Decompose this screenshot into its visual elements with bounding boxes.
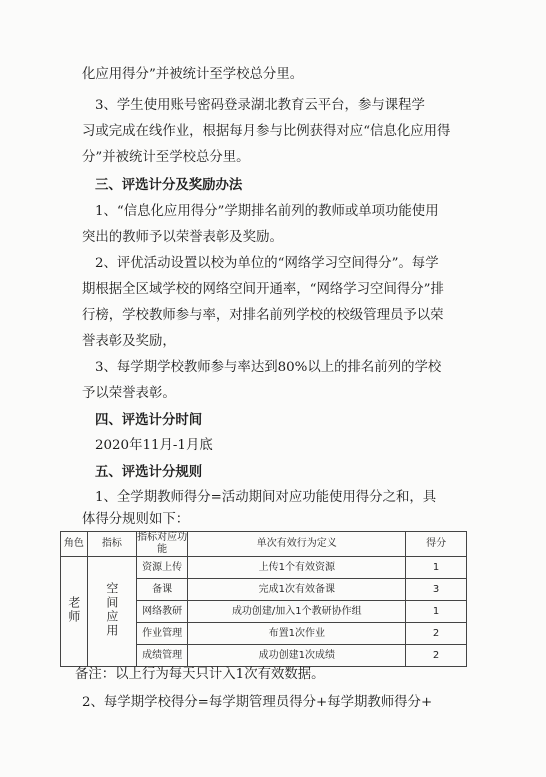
indicator-label: 空间应用 [104,581,119,638]
header-function: 指标对应功能 [137,532,188,555]
paragraph-line: 1、全学期教师得分=活动期间对应功能使用得分之和，具 [95,490,437,505]
definition-cell: 上传1个有效资源 [188,557,406,579]
paragraph-line: 1、“信息化应用得分”学期排名前列的教师或单项功能使用 [95,204,439,219]
score-cell: 1 [406,557,467,579]
table-header-row [61,532,467,557]
paragraph-line: 行榜，学校教师参与率，对排名前列学校的校级管理员予以荣 [82,308,444,323]
header-score: 得分 [406,532,467,557]
function-cell: 备课 [136,579,188,601]
header-definition: 单次有效行为定义 [188,532,406,557]
paragraph-line: 化应用得分”并被统计至学校总分里。 [82,67,304,82]
function-cell: 作业管理 [136,623,188,645]
table-note: 备注：以上行为每天只计入1次有效数据。 [75,667,325,682]
role-label: 老师 [66,595,81,624]
paragraph-line: 予以荣誉表彰。 [82,386,176,401]
table-row [61,557,467,579]
section-heading: 五、评选计分规则 [95,464,203,480]
definition-cell: 布置1次作业 [188,623,406,645]
score-cell: 2 [406,645,467,667]
paragraph-line: 誉表彰及奖励， [82,334,176,349]
function-cell: 成绩管理 [136,645,188,667]
definition-cell: 成功创建1次成绩 [188,645,406,667]
function-cell: 网络教研 [136,601,188,623]
paragraph-line: 2、每学期学校得分=每学期管理员得分+每学期教师得分+ [82,695,433,710]
paragraph-line: 体得分规则如下： [82,512,190,527]
header-role: 角色 [61,532,88,557]
header-indicator: 指标 [87,532,136,557]
paragraph-line: 3、学生使用账号密码登录湖北教育云平台，参与课程学 [95,98,425,113]
score-cell: 2 [406,623,467,645]
role-cell [61,557,88,667]
score-cell: 1 [406,601,467,623]
section-heading: 三、评选计分及奖励办法 [95,177,243,193]
indicator-cell [87,557,136,667]
paragraph-line: 3、每学期学校教师参与率达到80%以上的排名前列的学校 [95,360,442,375]
paragraph-line: 习或完成在线作业，根据每月参与比例获得对应“信息化应用得 [82,124,451,139]
definition-cell: 完成1次有效备课 [188,579,406,601]
score-cell: 3 [406,579,467,601]
section-heading: 四、评选计分时间 [95,412,203,428]
paragraph-line: 分”并被统计至学校总分里。 [82,150,250,165]
paragraph-line: 2、评优活动设置以校为单位的“网络学习空间得分”。每学 [95,256,439,271]
definition-cell: 成功创建/加入1个教研协作组 [188,601,406,623]
paragraph-line: 期根据全区域学校的网络空间开通率，“网络学习空间得分”排 [82,282,444,297]
paragraph-line: 2020年11月-1月底 [95,438,213,453]
function-cell: 资源上传 [136,557,188,579]
paragraph-line: 突出的教师予以荣誉表彰及奖励。 [82,230,283,245]
score-rules-table [60,531,467,667]
